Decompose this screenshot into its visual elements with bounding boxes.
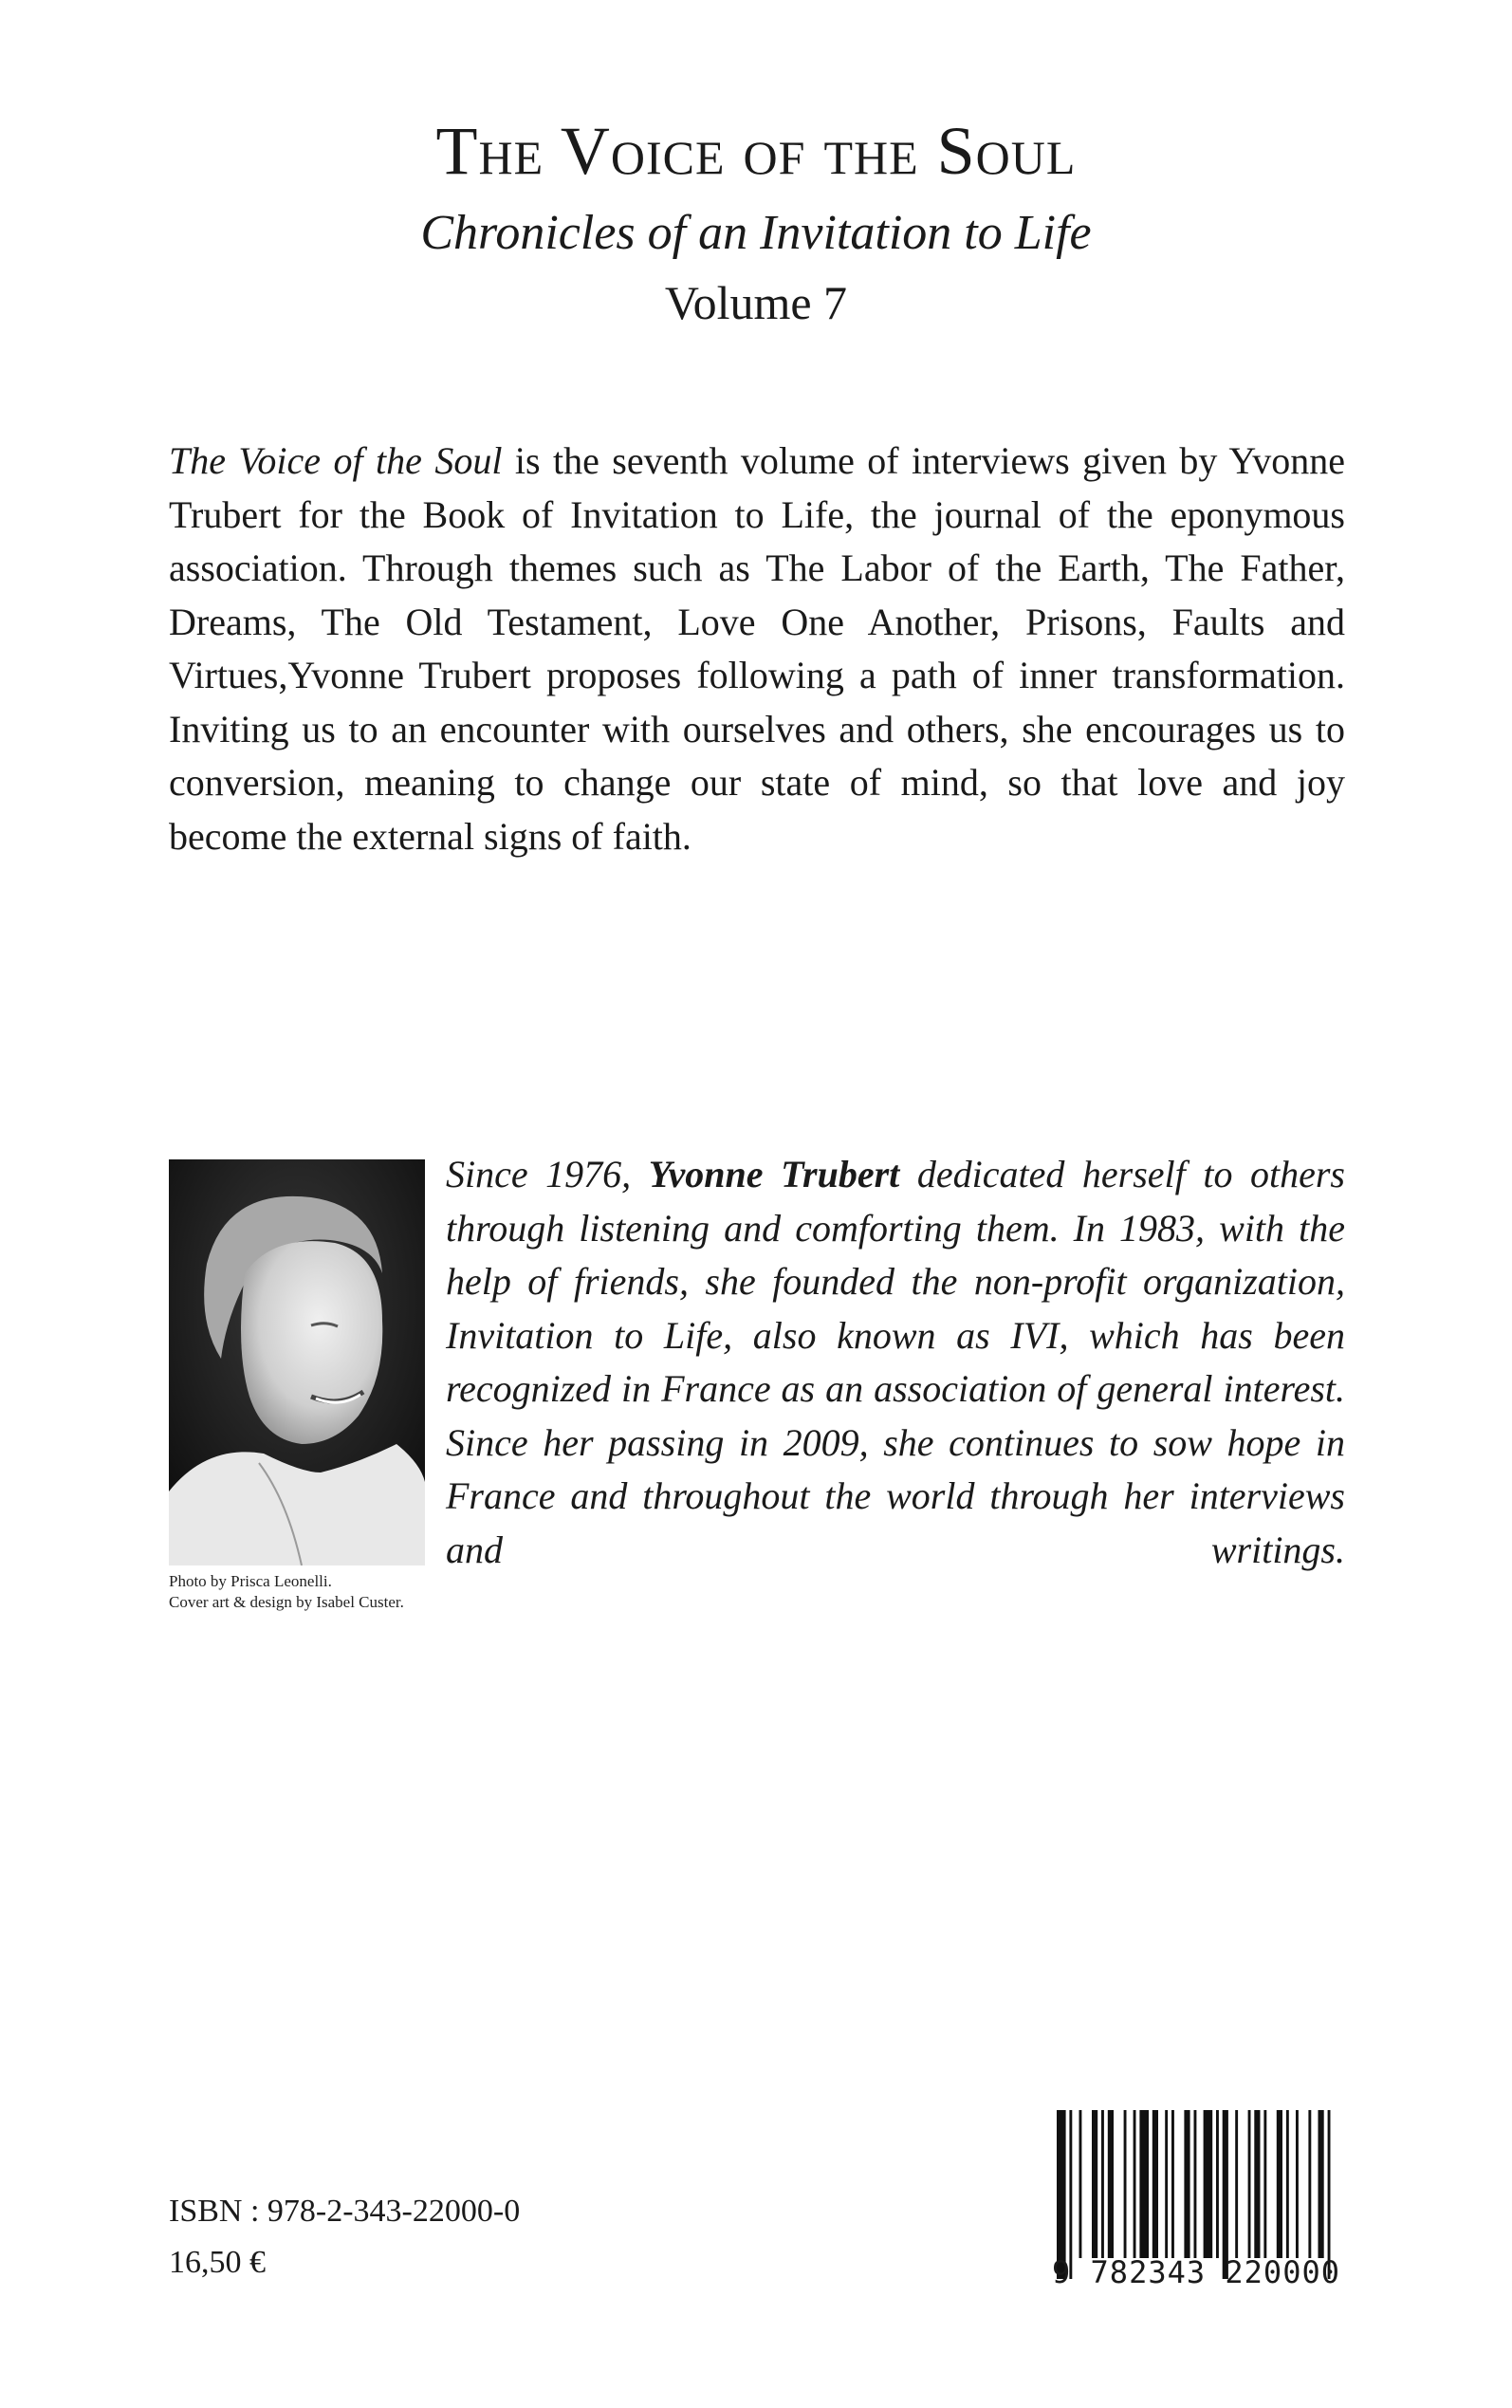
barcode-bar [1108, 2110, 1114, 2258]
barcode-bar [1248, 2110, 1251, 2258]
barcode-bar [1286, 2110, 1289, 2258]
author-portrait-image [169, 1159, 425, 1565]
volume-number: Volume 7 [664, 276, 848, 330]
barcode-bar [1092, 2110, 1097, 2258]
photo-credit: Photo by Prisca Leonelli. [169, 1572, 332, 1590]
barcode-bar [1194, 2110, 1197, 2258]
barcode-bar [1204, 2110, 1213, 2258]
author-bio [446, 1148, 1345, 1577]
isbn: ISBN : 978-2-343-22000-0 [169, 2194, 521, 2229]
barcode-digits: 9 782343 220000 [1052, 2254, 1340, 2290]
barcode-bar [1124, 2110, 1127, 2258]
barcode-bar [1184, 2110, 1189, 2258]
barcode-bar [1308, 2110, 1311, 2258]
book-subtitle: Chronicles of an Invitation to Life [420, 206, 1092, 261]
barcode-bar [1101, 2110, 1104, 2258]
blurb-text: is the seventh volume of interviews given by Yvonne Trubert for the Book of Invitation to Life, the journal of the eponymous association. Through themes such as The Labor of the Earth, The Father, Dreams, The Old Testament, Love One Another, Prisons, Faults and Virtues,Yvonne Trubert proposes following a path of inner transformation. Inviting us to an encounter with ourselves and others, she encourages us to conversion, meaning to change our state of mind, so that love and joy become the external signs of faith. [169, 439, 1345, 858]
blurb-title-italic: The Voice of the Soul [169, 439, 503, 482]
design-credit: Cover art & design by Isabel Custer. [169, 1593, 404, 1611]
barcode-bar [1296, 2110, 1299, 2258]
barcode-bar [1134, 2110, 1136, 2258]
author-name: Yvonne Trubert [648, 1153, 900, 1195]
bio-rest: dedicated herself to others through listening and comforting them. In 1983, with the help of friends, she founded the non-profit organization, Invitation to Life, also known as IVI, which has been recognized in France as an association of general interest. Since her passing in 2009, she continues to sow hope in France and throughout the world through her interviews and writings. [446, 1153, 1345, 1571]
barcode-bar [1079, 2110, 1082, 2258]
barcode-bar [1171, 2110, 1174, 2258]
barcode-bar [1235, 2110, 1238, 2258]
barcode-bar [1277, 2110, 1282, 2258]
barcode-bar [1318, 2110, 1324, 2258]
image-credits [169, 1571, 482, 1613]
barcode-bar [1165, 2110, 1168, 2258]
price: 16,50 € [169, 2245, 266, 2280]
author-photo [169, 1159, 425, 1565]
barcode-bar [1152, 2110, 1158, 2258]
barcode-bar [1139, 2110, 1149, 2258]
book-blurb [169, 435, 1345, 863]
title-block [0, 114, 1512, 329]
barcode-bar [1263, 2110, 1266, 2258]
barcode-bar [1216, 2110, 1219, 2258]
barcode-bar [1254, 2110, 1260, 2258]
book-title: The Voice of the Soul [435, 113, 1077, 189]
bio-start: Since 1976, [446, 1153, 649, 1195]
